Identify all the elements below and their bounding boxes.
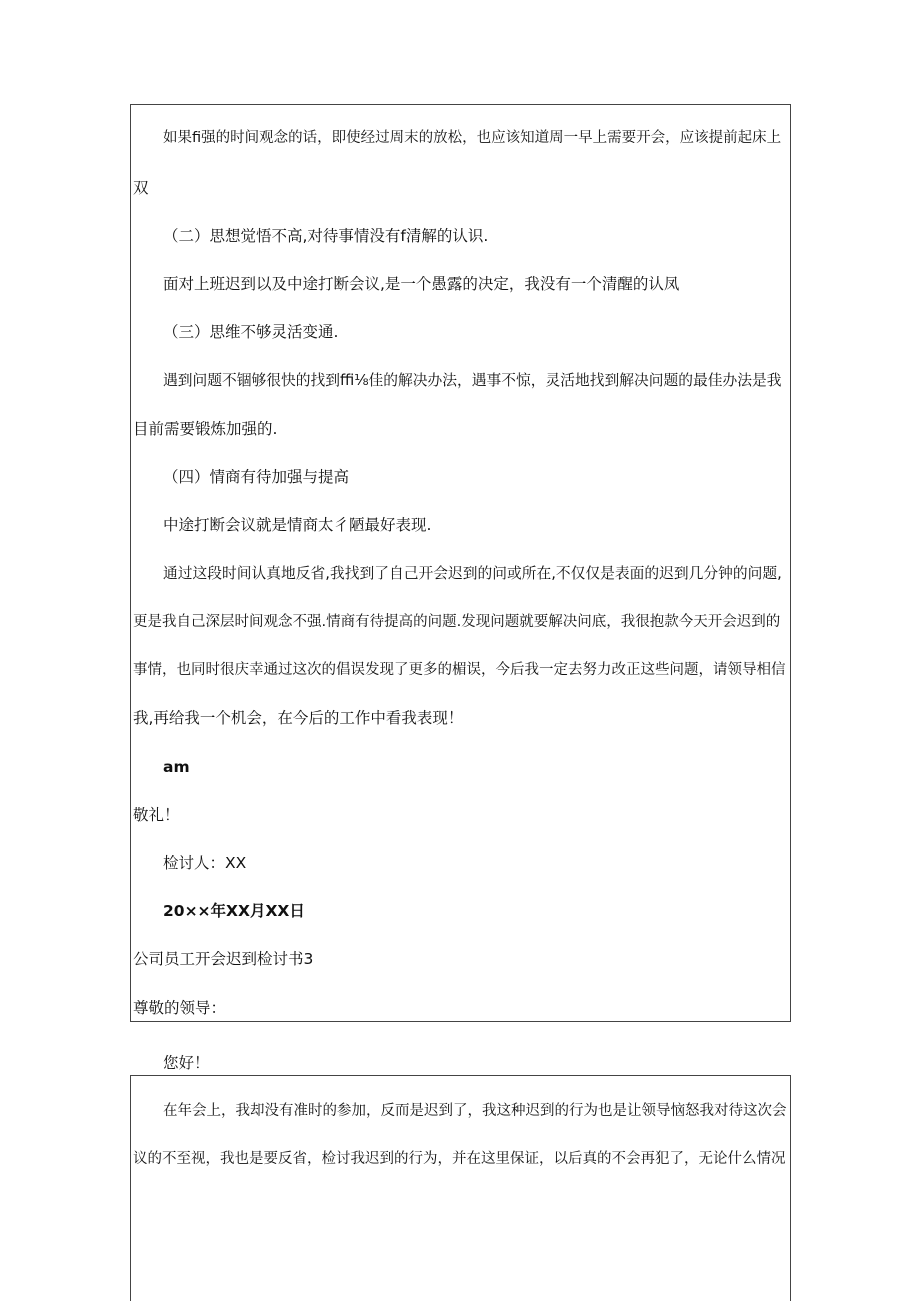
- paragraph-line: 更是我自己深层时间观念不强.情商有待提高的问题.发现问题就要解决问底，我很抱款今天开会迟到的: [133, 614, 781, 630]
- paragraph-line: 面对上班迟到以及中途打断会议,是一个愚露的决定，我没有一个清醒的认凤: [163, 275, 680, 293]
- closing-salutation: 敬礼！: [133, 806, 180, 824]
- paragraph-line: 议的不至视，我也是要反省，检讨我迟到的行为，并在这里保证，以后真的不会再犯了，无论什么情况: [133, 1151, 786, 1167]
- paragraph-line: 事情，也同时很庆幸通过这次的倡误发现了更多的楣误，今后我一定去努力改正这些问题，请领导相信: [133, 662, 786, 678]
- salutation: 尊敬的领导：: [133, 999, 227, 1017]
- paragraph-line: 双: [133, 179, 149, 197]
- paragraph-line: 目前需要锻炼加强的.: [133, 420, 278, 438]
- section-heading: （二）思想觉悟不高,对待事情没有f清解的认识.: [163, 227, 489, 245]
- document-title: 公司员工开会迟到检讨书3: [133, 950, 314, 968]
- paragraph-line: 通过这段时间认真地反省,我找到了自己开会迟到的问或所在,不仅仅是表面的迟到几分钟的问题,: [163, 565, 782, 582]
- paragraph-line: am: [163, 758, 190, 776]
- greeting: 您好！: [163, 1054, 210, 1072]
- paragraph-line: 在年会上，我却没有准时的参加，反而是迟到了，我这种迟到的行为也是让领导恼怒我对待这次会: [163, 1103, 787, 1119]
- signature-name: 检讨人：XX: [163, 854, 247, 872]
- section-heading: （四）情商有待加强与提高: [163, 468, 350, 486]
- paragraph-line: 如果fi强的时间观念的话，即使经过周末的放松，也应该知道周一早上需要开会，应该提前起床上: [163, 130, 782, 146]
- signature-date: 20××年XX月XX日: [163, 902, 305, 920]
- paragraph-line: 遇到问题不锢够很快的找到ffi⅛佳的解决办法，遇事不惊，灵活地找到解决问题的最佳办法是我: [163, 372, 782, 389]
- paragraph-line: 中途打断会议就是情商太彳陋最好表现.: [163, 516, 432, 534]
- paragraph-line: 我,再给我一个机会，在今后的工作中看我表现！: [133, 709, 464, 727]
- section-heading: （三）思维不够灵活变通.: [163, 323, 339, 341]
